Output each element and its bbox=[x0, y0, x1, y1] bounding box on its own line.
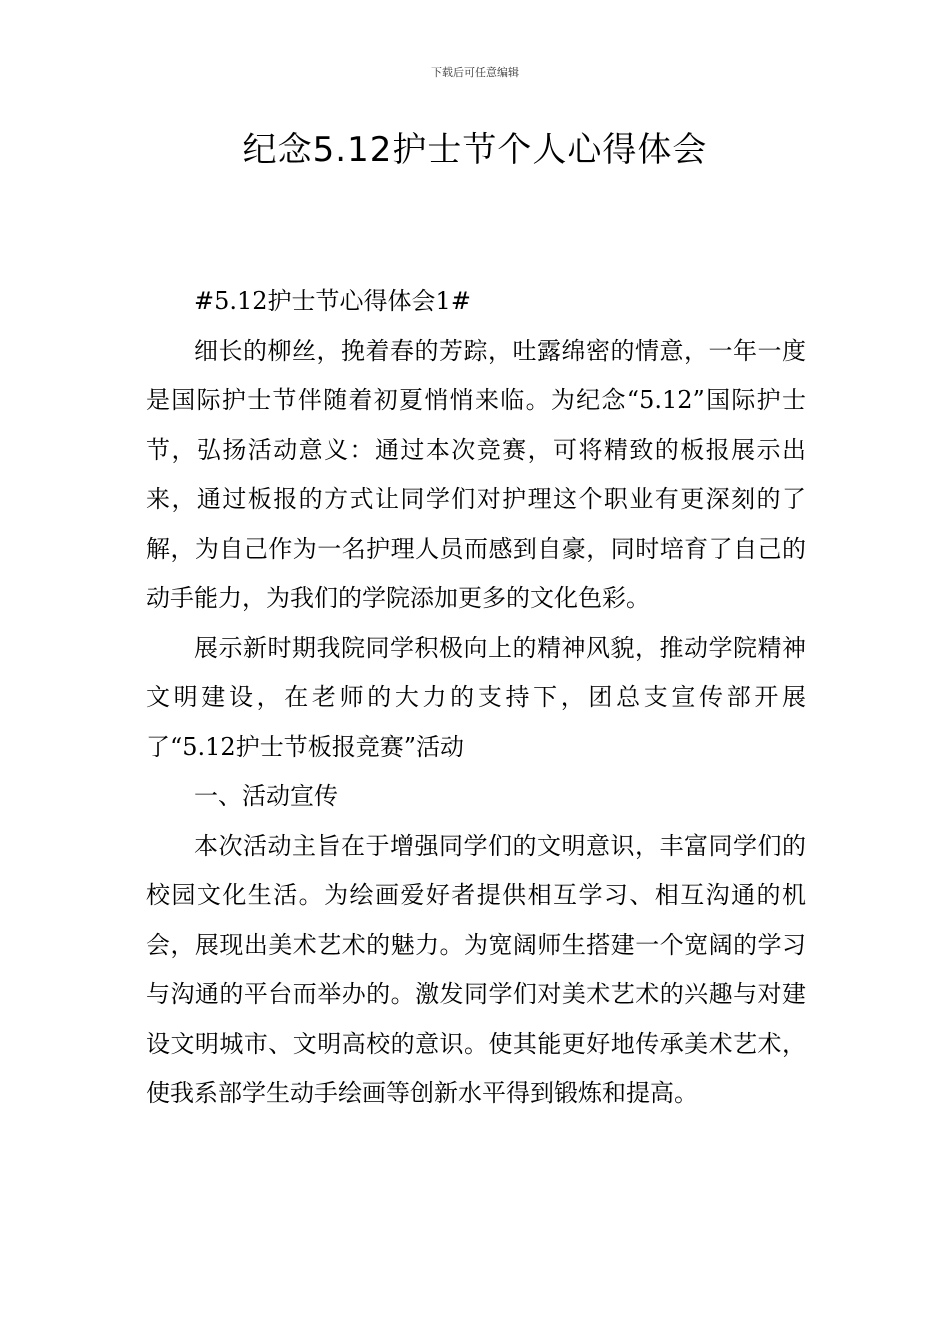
section-heading: #5.12护士节心得体会1# bbox=[194, 287, 471, 315]
paragraph: 展示新时期我院同学积极向上的精神风貌，推动学院精神文明建设，在老师的大力的支持下，团总支宣传部开展了“5.12护士节板报竞赛”活动 bbox=[146, 633, 806, 761]
document-body bbox=[146, 277, 806, 1119]
header-note: 下载后可任意编辑 bbox=[431, 66, 519, 79]
document-title: 纪念5.12护士节个人心得体会 bbox=[242, 130, 708, 170]
paragraph: 细长的柳丝，挽着春的芳踪，吐露绵密的情意，一年一度是国际护士节伴随着初夏悄悄来临。为纪念“5.12”国际护士节，弘扬活动意义：通过本次竞赛，可将精致的板报展示出来，通过板报的方式让同学们对护理这个职业有更深刻的了解，为自己作为一名护理人员而感到自豪，同时培育了自己的动手能力，为我们的学院添加更多的文化色彩。 bbox=[146, 336, 806, 612]
section-heading: 一、活动宣传 bbox=[194, 782, 338, 810]
paragraph: 本次活动主旨在于增强同学们的文明意识，丰富同学们的校园文化生活。为绘画爱好者提供相互学习、相互沟通的机会，展现出美术艺术的魅力。为宽阔师生搭建一个宽阔的学习与沟通的平台而举办的。激发同学们对美术艺术的兴趣与对建设文明城市、文明高校的意识。使其能更好地传承美术艺术，使我系部学生动手绘画等创新水平得到锻炼和提高。 bbox=[146, 831, 806, 1107]
